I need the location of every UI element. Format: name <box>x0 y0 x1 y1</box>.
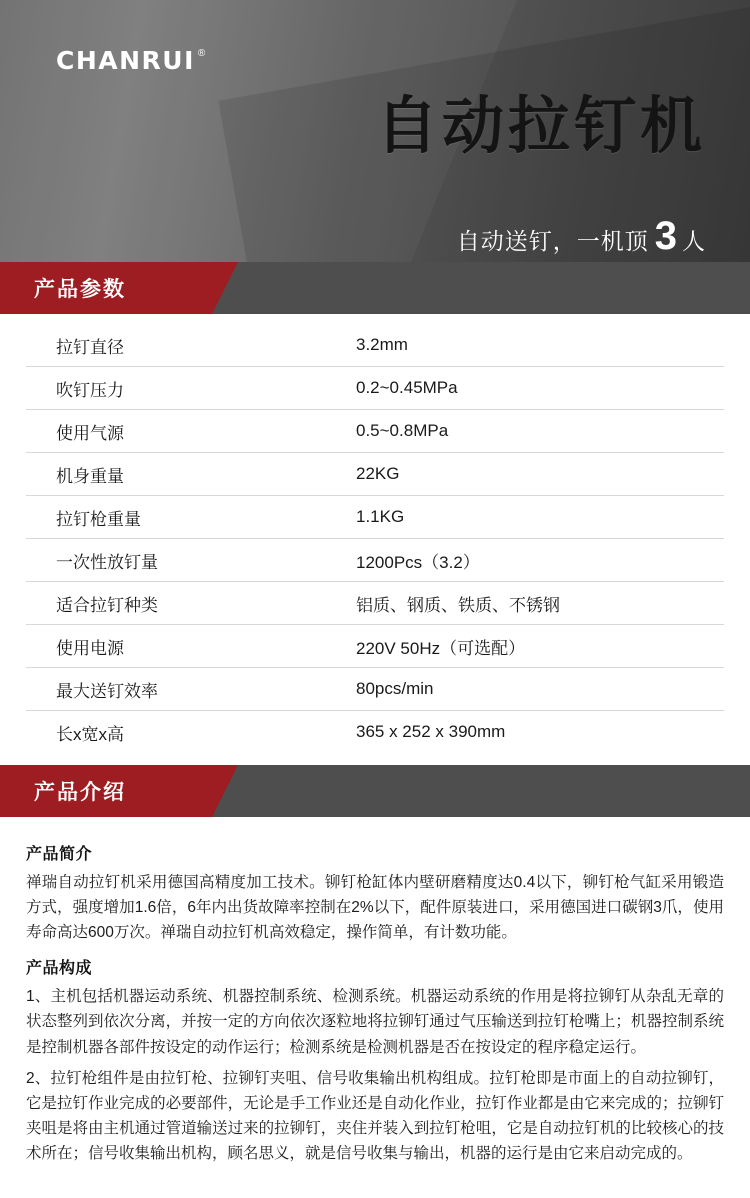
spec-value: 365 x 252 x 390mm <box>356 722 506 741</box>
section-tag-introduction <box>0 765 212 817</box>
section-tag-parameters-label: 产品参数 <box>34 278 126 301</box>
spec-value: 1.1KG <box>356 507 405 526</box>
spec-value: 0.5~0.8MPa <box>356 421 449 440</box>
table-row <box>26 625 724 668</box>
table-row <box>26 324 724 367</box>
intro-heading-composition: 产品构成 <box>26 960 93 978</box>
intro-paragraph-composition-1: 1、主机包括机器运动系统、机器控制系统、检测系统。机器运动系统的作用是将拉铆钉从杂乱无章的状态整列到依次分离，并按一定的方向依次逐粒地将拉铆钉通过气压输送到拉钉枪嘴上；机器控制系统是控制机器各部件按设定的动作运行；检测系统是检测机器是否在按设定的程序稳定运行。 <box>26 988 724 1056</box>
hero-subtitle-pre: 自动送钉，一机顶 <box>456 228 649 254</box>
spec-value: 0.2~0.45MPa <box>356 378 458 397</box>
spec-key: 机身重量 <box>56 466 124 486</box>
hero-subtitle <box>457 216 706 256</box>
intro-heading-summary: 产品简介 <box>26 846 93 863</box>
spec-key: 适合拉钉种类 <box>56 595 158 615</box>
table-row <box>26 668 724 711</box>
hero-banner <box>0 0 750 262</box>
table-row <box>26 453 724 496</box>
spec-key: 最大送钉效率 <box>56 681 158 701</box>
spec-value: 22KG <box>356 464 400 483</box>
spec-key: 长x宽x高 <box>56 724 124 744</box>
hero-subtitle-post: 人 <box>682 228 706 254</box>
section-header-parameters <box>0 262 750 314</box>
spec-key: 一次性放钉量 <box>56 552 158 572</box>
table-row <box>26 711 724 753</box>
section-tag-introduction-label: 产品介绍 <box>34 781 126 804</box>
intro-paragraph-summary: 禅瑞自动拉钉机采用德国高精度加工技术。铆钉枪缸体内壁研磨精度达0.4以下，铆钉枪气缸采用锻造方式，强度增加1.6倍，6年内出货故障率控制在2%以下，配件原装进口，采用德国进口碳钢3爪，使用寿命高达600万次。禅瑞自动拉钉机高效稳定，操作简单，有计数功能。 <box>26 874 724 942</box>
spec-value: 220V 50Hz（可选配） <box>356 638 526 658</box>
intro-paragraph-composition-2: 2、拉钉枪组件是由拉钉枪、拉铆钉夹咀、信号收集输出机构组成。拉钉枪即是市面上的自动拉铆钉，它是拉钉作业完成的必要部件，无论是手工作业还是自动化作业，拉钉作业都是由它来完成的；拉铆钉夹咀是将由主机通过管道输送过来的拉铆钉，夹住并装入到拉钉枪咀，它是自动拉钉机的比较核心的技术所在；信号收集输出机构，顾名思义，就是信号收集与输出，机器的运行是由它来启动完成的。 <box>26 1069 724 1162</box>
spec-key: 使用气源 <box>56 423 124 443</box>
brand-logo <box>56 48 205 73</box>
spec-value: 1200Pcs（3.2） <box>356 552 480 572</box>
spec-key: 吹钉压力 <box>56 380 124 400</box>
spec-key: 拉钉直径 <box>56 337 124 357</box>
introduction-body <box>0 817 750 1198</box>
spec-key: 使用电源 <box>56 638 124 658</box>
section-tag-parameters <box>0 262 212 314</box>
spec-key: 拉钉枪重量 <box>56 509 141 529</box>
spec-table <box>0 314 750 765</box>
registered-mark-icon: ® <box>197 48 206 59</box>
spec-value: 铝质、钢质、铁质、不锈钢 <box>356 595 560 615</box>
table-row <box>26 410 724 453</box>
spec-value: 3.2mm <box>356 335 408 354</box>
table-row <box>26 496 724 539</box>
brand-name: CHANRUI <box>56 46 195 75</box>
page-title: 自动拉钉机 <box>375 92 706 161</box>
table-row <box>26 582 724 625</box>
table-row <box>26 539 724 582</box>
spec-value: 80pcs/min <box>356 679 434 698</box>
hero-subtitle-number: 3 <box>654 214 678 258</box>
section-header-introduction <box>0 765 750 817</box>
table-row <box>26 367 724 410</box>
